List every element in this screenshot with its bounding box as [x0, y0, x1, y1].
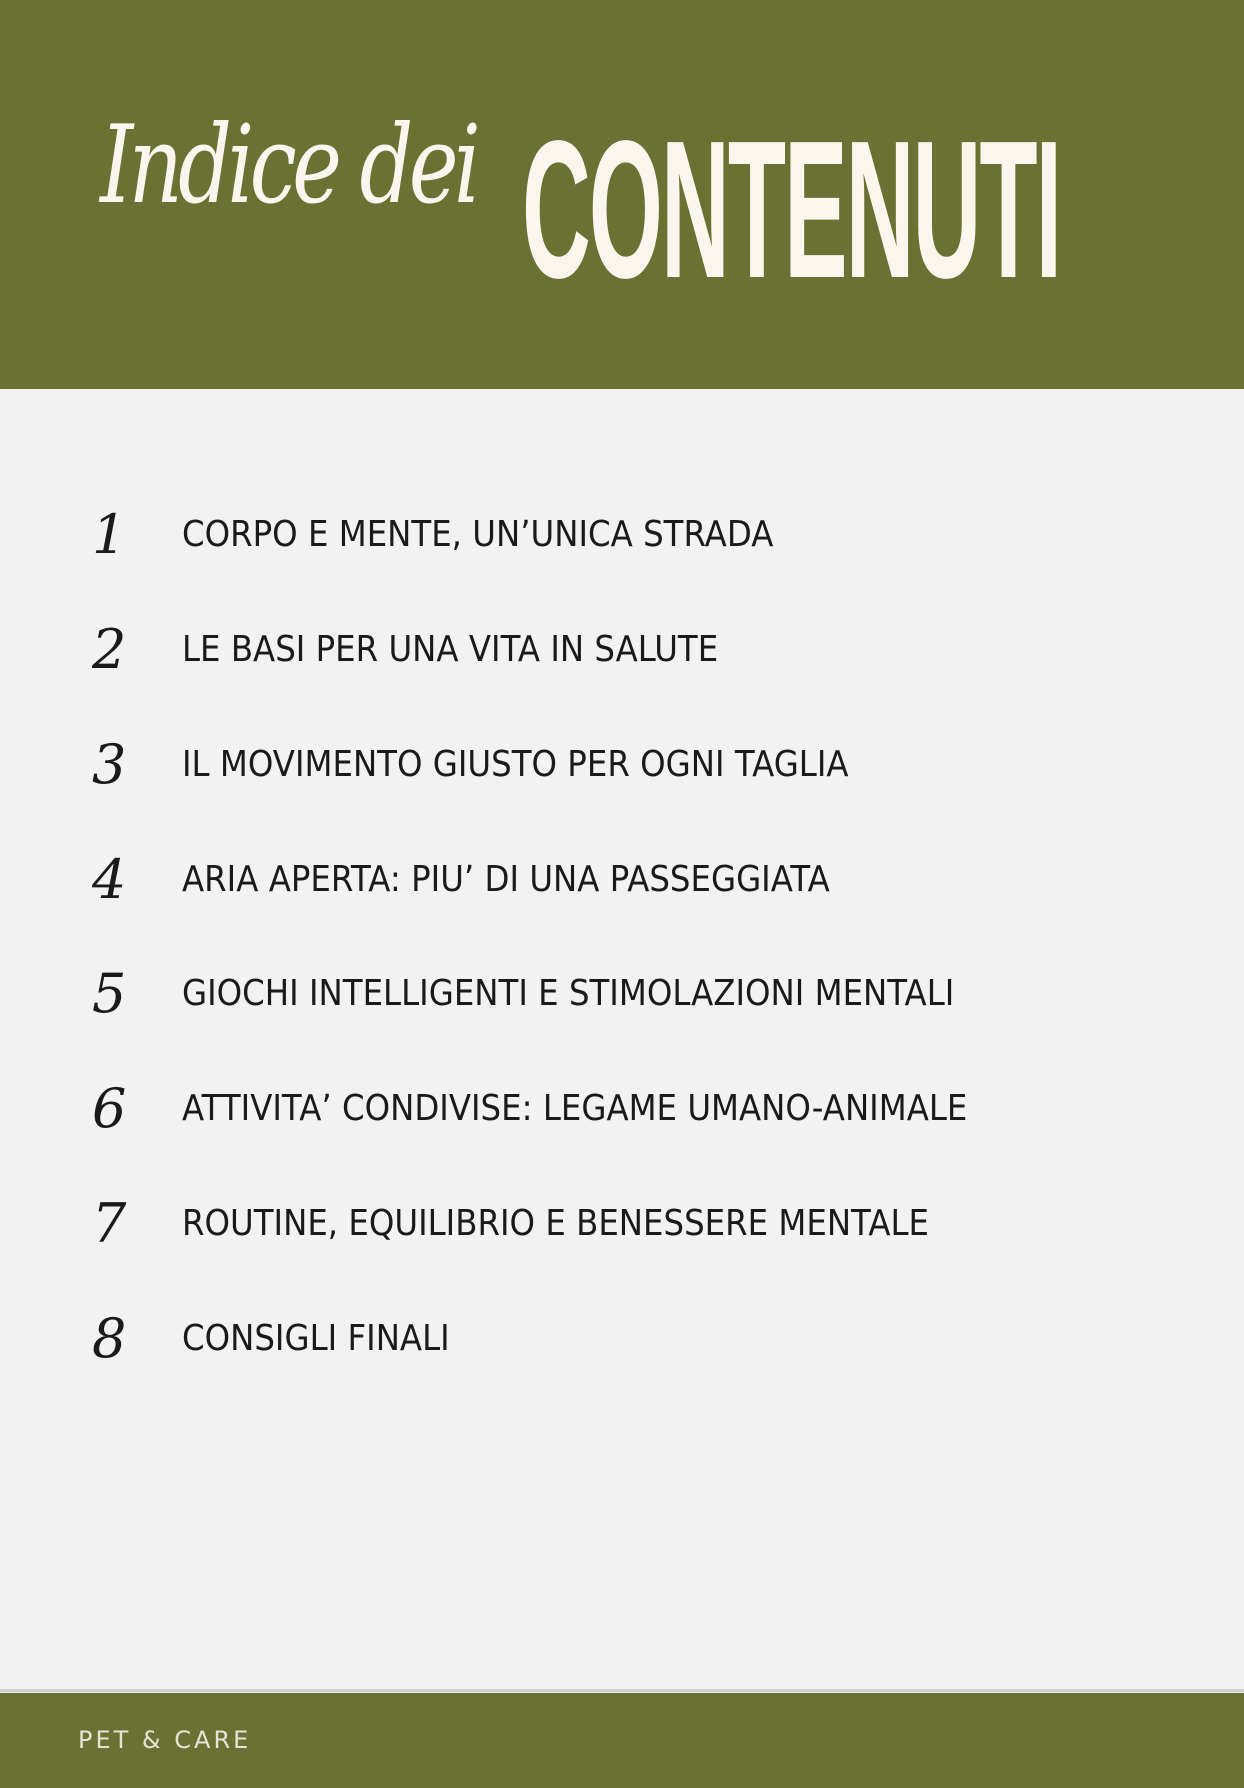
toc-item-7[interactable]: [0, 1194, 1244, 1254]
toc-number: 5: [92, 962, 127, 1025]
toc-item-6[interactable]: [0, 1079, 1244, 1139]
toc-label: ROUTINE, EQUILIBRIO E BENESSERE MENTALE: [182, 1203, 930, 1244]
toc-label: CONSIGLI FINALI: [182, 1318, 450, 1359]
toc-number: 2: [92, 618, 127, 681]
title-script: Indice dei: [100, 103, 477, 228]
toc-item-8[interactable]: [0, 1309, 1244, 1369]
toc-number: 4: [92, 848, 127, 911]
toc-label: CORPO E MENTE, UN’UNICA STRADA: [182, 514, 774, 555]
footer-bar: [0, 1693, 1244, 1788]
toc-number: 6: [92, 1077, 127, 1140]
header-banner: [0, 0, 1244, 389]
toc-number: 1: [92, 503, 127, 566]
footer-brand: PET & CARE: [78, 1726, 252, 1754]
toc-item-3[interactable]: [0, 735, 1244, 795]
toc-label: IL MOVIMENTO GIUSTO PER OGNI TAGLIA: [182, 744, 849, 785]
page-title: CONTENUTI: [522, 100, 1061, 319]
toc-number: 8: [92, 1307, 127, 1370]
toc-label: LE BASI PER UNA VITA IN SALUTE: [182, 629, 719, 670]
toc-item-1[interactable]: [0, 505, 1244, 565]
footer-divider: [0, 1689, 1244, 1692]
toc-label: ATTIVITA’ CONDIVISE: LEGAME UMANO-ANIMALE: [182, 1088, 968, 1129]
toc-number: 3: [92, 733, 127, 796]
toc-number: 7: [92, 1192, 127, 1255]
toc-label: GIOCHI INTELLIGENTI E STIMOLAZIONI MENTALI: [182, 973, 955, 1014]
toc-label: ARIA APERTA: PIU’ DI UNA PASSEGGIATA: [182, 859, 830, 900]
toc-item-2[interactable]: [0, 620, 1244, 680]
toc-item-4[interactable]: [0, 850, 1244, 910]
toc-item-5[interactable]: [0, 964, 1244, 1024]
